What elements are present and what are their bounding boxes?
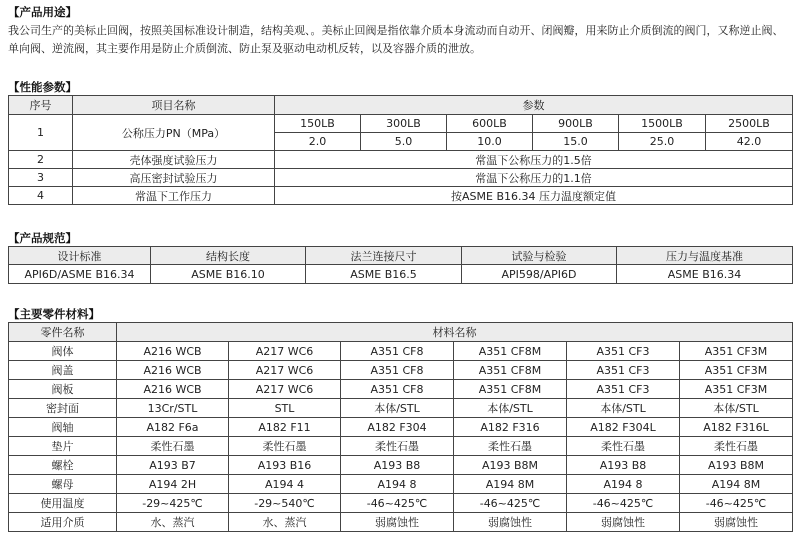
material-cell: A351 CF8 <box>341 380 454 399</box>
material-cell: A193 B7 <box>117 456 229 475</box>
row-item: 公称压力PN（MPa） <box>73 115 275 151</box>
material-cell: 柔性石墨 <box>117 437 229 456</box>
table-row <box>9 115 793 133</box>
material-cell: A351 CF3 <box>567 361 680 380</box>
pressure-class: 300LB <box>361 115 447 133</box>
material-cell: 弱腐蚀性 <box>341 513 454 532</box>
material-cell: A182 F304L <box>567 418 680 437</box>
spec-value: ASME B16.10 <box>151 265 306 284</box>
material-cell: A182 F11 <box>229 418 341 437</box>
material-cell: A351 CF8M <box>454 342 567 361</box>
part-name: 螺母 <box>9 475 117 494</box>
spec-value: API6D/ASME B16.34 <box>9 265 151 284</box>
material-cell: A194 4 <box>229 475 341 494</box>
material-cell: -29~540℃ <box>229 494 341 513</box>
material-cell: A193 B16 <box>229 456 341 475</box>
part-name: 垫片 <box>9 437 117 456</box>
table-row <box>9 456 793 475</box>
material-cell: A217 WC6 <box>229 380 341 399</box>
pressure-class: 900LB <box>533 115 619 133</box>
material-cell: 柔性石墨 <box>454 437 567 456</box>
material-cell: -29~425℃ <box>117 494 229 513</box>
materials-table <box>8 322 793 532</box>
header-item: 项目名称 <box>73 96 275 115</box>
material-cell: A182 F6a <box>117 418 229 437</box>
material-cell: A351 CF8 <box>341 342 454 361</box>
table-row <box>9 169 793 187</box>
material-cell: 柔性石墨 <box>341 437 454 456</box>
table-row <box>9 151 793 169</box>
table-row <box>9 494 793 513</box>
material-cell: 本体/STL <box>680 399 793 418</box>
row-no: 3 <box>9 169 73 187</box>
table-row <box>9 361 793 380</box>
material-cell: A182 F316L <box>680 418 793 437</box>
pressure-class: 2500LB <box>706 115 793 133</box>
material-cell: A351 CF8M <box>454 380 567 399</box>
pressure-value: 25.0 <box>619 133 706 151</box>
material-cell: 13Cr/STL <box>117 399 229 418</box>
part-name: 密封面 <box>9 399 117 418</box>
spec-value: ASME B16.5 <box>306 265 462 284</box>
materials-title: 【主要零件材料】 <box>8 307 100 321</box>
header-part: 零件名称 <box>9 323 117 342</box>
performance-title: 【性能参数】 <box>8 80 77 94</box>
table-row <box>9 513 793 532</box>
header-material: 材料名称 <box>117 323 793 342</box>
material-cell: A351 CF3 <box>567 380 680 399</box>
spec-value: API598/API6D <box>462 265 617 284</box>
material-cell: -46~425℃ <box>567 494 680 513</box>
material-cell: A217 WC6 <box>229 342 341 361</box>
material-cell: 水、蒸汽 <box>229 513 341 532</box>
row-item: 常温下工作压力 <box>73 187 275 205</box>
row-value: 常温下公称压力的1.5倍 <box>275 151 793 169</box>
usage-paragraph: 我公司生产的美标止回阀，按照美国标准设计制造，结构美观、。美标止回阀是指依靠介质本身流动而自动开、闭阀瓣，用来防止介质倒流的阀门，又称逆止阀、单向阀、逆流阀，其主要作用是防止介质倒流、防止泵及驱动电动机反转，以及容器介质的泄放。 <box>8 24 784 55</box>
row-no: 2 <box>9 151 73 169</box>
spec-value: ASME B16.34 <box>617 265 793 284</box>
pressure-class: 150LB <box>275 115 361 133</box>
material-cell: A217 WC6 <box>229 361 341 380</box>
pressure-value: 2.0 <box>275 133 361 151</box>
part-name: 阀盖 <box>9 361 117 380</box>
row-item: 高压密封试验压力 <box>73 169 275 187</box>
material-cell: A194 8M <box>454 475 567 494</box>
table-row <box>9 437 793 456</box>
material-cell: 本体/STL <box>567 399 680 418</box>
material-cell: A351 CF8M <box>454 361 567 380</box>
material-cell: 弱腐蚀性 <box>454 513 567 532</box>
pressure-value: 15.0 <box>533 133 619 151</box>
table-row <box>9 187 793 205</box>
material-cell: A194 8 <box>567 475 680 494</box>
spec-table <box>8 246 793 284</box>
material-cell: A193 B8M <box>454 456 567 475</box>
row-value: 常温下公称压力的1.1倍 <box>275 169 793 187</box>
material-cell: A351 CF3M <box>680 342 793 361</box>
material-cell: 柔性石墨 <box>680 437 793 456</box>
row-no: 1 <box>9 115 73 151</box>
material-cell: A351 CF3 <box>567 342 680 361</box>
part-name: 阀体 <box>9 342 117 361</box>
pressure-value: 5.0 <box>361 133 447 151</box>
material-cell: 水、蒸汽 <box>117 513 229 532</box>
spec-header: 压力与温度基准 <box>617 247 793 265</box>
table-row <box>9 265 793 284</box>
spec-header: 设计标准 <box>9 247 151 265</box>
spec-header: 试验与检验 <box>462 247 617 265</box>
spec-header-row <box>9 247 793 265</box>
pressure-class: 600LB <box>447 115 533 133</box>
part-name: 阀板 <box>9 380 117 399</box>
pressure-class: 1500LB <box>619 115 706 133</box>
spec-header: 法兰连接尺寸 <box>306 247 462 265</box>
material-cell: A194 2H <box>117 475 229 494</box>
row-value: 按ASME B16.34 压力温度额定值 <box>275 187 793 205</box>
performance-header-row <box>9 96 793 115</box>
part-name: 阀轴 <box>9 418 117 437</box>
performance-table <box>8 95 793 205</box>
material-cell: A193 B8 <box>567 456 680 475</box>
usage-title: 【产品用途】 <box>8 5 77 19</box>
material-cell: A351 CF8 <box>341 361 454 380</box>
material-cell: A182 F304 <box>341 418 454 437</box>
part-name: 螺栓 <box>9 456 117 475</box>
material-cell: A216 WCB <box>117 380 229 399</box>
table-row <box>9 475 793 494</box>
material-cell: A182 F316 <box>454 418 567 437</box>
material-cell: -46~425℃ <box>341 494 454 513</box>
material-cell: 弱腐蚀性 <box>567 513 680 532</box>
material-cell: A216 WCB <box>117 342 229 361</box>
material-cell: 柔性石墨 <box>229 437 341 456</box>
material-cell: 柔性石墨 <box>567 437 680 456</box>
material-cell: A193 B8 <box>341 456 454 475</box>
material-cell: -46~425℃ <box>680 494 793 513</box>
row-no: 4 <box>9 187 73 205</box>
part-name: 适用介质 <box>9 513 117 532</box>
material-cell: A193 B8M <box>680 456 793 475</box>
material-cell: A216 WCB <box>117 361 229 380</box>
materials-header-row <box>9 323 793 342</box>
pressure-value: 42.0 <box>706 133 793 151</box>
material-cell: A194 8M <box>680 475 793 494</box>
material-cell: STL <box>229 399 341 418</box>
pressure-value: 10.0 <box>447 133 533 151</box>
material-cell: 本体/STL <box>341 399 454 418</box>
material-cell: 弱腐蚀性 <box>680 513 793 532</box>
material-cell: 本体/STL <box>454 399 567 418</box>
table-row <box>9 342 793 361</box>
row-item: 壳体强度试验压力 <box>73 151 275 169</box>
spec-header: 结构长度 <box>151 247 306 265</box>
material-cell: A351 CF3M <box>680 361 793 380</box>
material-cell: -46~425℃ <box>454 494 567 513</box>
table-row <box>9 399 793 418</box>
header-param: 参数 <box>275 96 793 115</box>
spec-title: 【产品规范】 <box>8 231 77 245</box>
material-cell: A194 8 <box>341 475 454 494</box>
material-cell: A351 CF3M <box>680 380 793 399</box>
part-name: 使用温度 <box>9 494 117 513</box>
table-row <box>9 380 793 399</box>
header-no: 序号 <box>9 96 73 115</box>
table-row <box>9 418 793 437</box>
